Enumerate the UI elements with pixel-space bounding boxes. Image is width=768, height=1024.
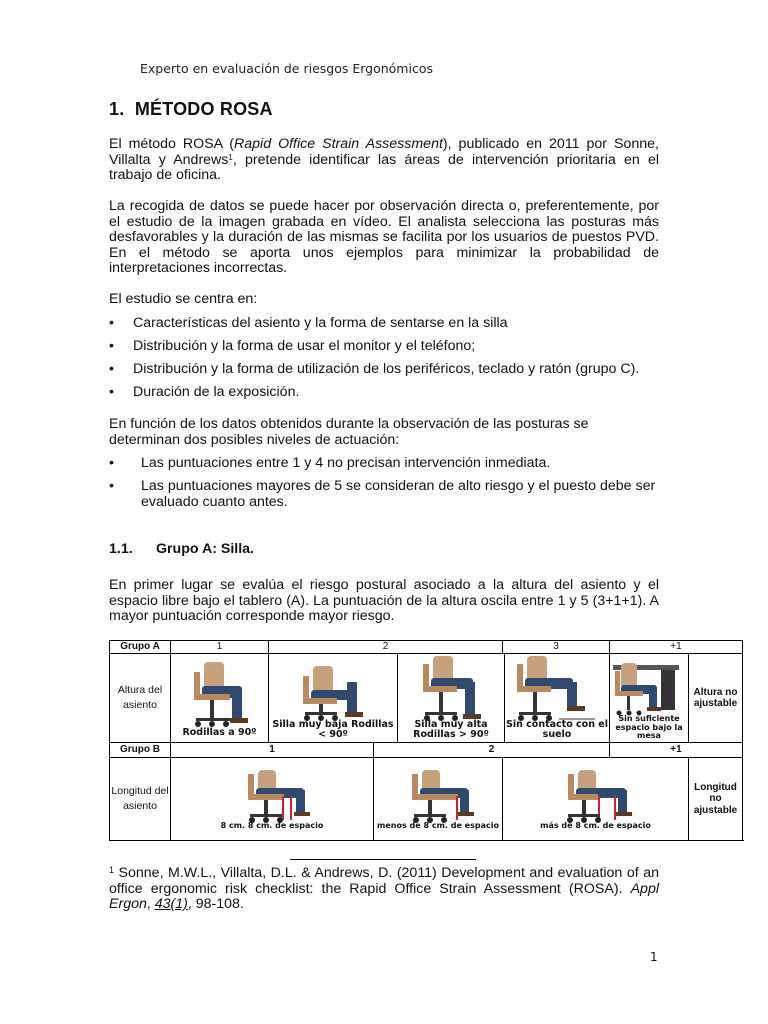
footnote-text: , bbox=[146, 896, 155, 913]
list-item: • Las puntuaciones mayores de 5 se consideran de alto riesgo y el puesto debe ser evaluado cuanto antes. bbox=[109, 479, 669, 510]
subsection-paragraph: En primer lugar se evalúa el riesgo postural asociado a la altura del asiento y el espacio libre bajo el tablero (A). La puntuación de la altura oscila entre 1 y 5 (3+1+1). A mayor puntuación corresponde mayor riesgo. bbox=[109, 577, 659, 625]
rosa-chair-table bbox=[109, 640, 743, 841]
posture-figure bbox=[374, 758, 503, 841]
score-cell: 1 bbox=[171, 641, 269, 654]
footnote-text: Sonne, M.W.L., Villalta, D.L. & Andrews, D. (2011) Development and evaluation of an office ergonomic risk checklist: the Rapid Office Strain Assessment (ROSA). bbox=[109, 865, 659, 897]
page-number: 1 bbox=[650, 950, 658, 964]
focus-list bbox=[109, 316, 669, 408]
footnote-text: , 98-108. bbox=[187, 896, 244, 913]
list-item: • Duración de la exposición. bbox=[109, 385, 669, 401]
seat-depth-8cm-image bbox=[222, 768, 322, 824]
seat-depth-more-8cm-image bbox=[546, 768, 646, 824]
posture-figure bbox=[505, 654, 610, 743]
list-item: • Las puntuaciones entre 1 y 4 no precisan intervención inmediata. bbox=[109, 456, 669, 472]
footnote-volume: 43(1) bbox=[154, 896, 188, 913]
figure-caption: Silla muy baja Rodillas < 90º bbox=[272, 719, 394, 740]
length-not-adjustable-cell: Longitud no ajustable bbox=[689, 758, 743, 841]
intro-text: ), publicado en 2011 por Sonne, Villalta y Andrews bbox=[109, 136, 659, 168]
footnote-journal: Appl Ergon bbox=[109, 880, 659, 913]
list-item: • Características del asiento y la forma de sentarse en la silla bbox=[109, 316, 669, 332]
intro-paragraph bbox=[109, 137, 659, 184]
subsection-heading bbox=[109, 541, 254, 557]
intro-text: El método ROSA ( bbox=[109, 136, 235, 152]
score-cell: 1 bbox=[171, 743, 374, 758]
focus-intro: El estudio se centra en: bbox=[109, 291, 258, 307]
footnote bbox=[109, 866, 659, 913]
figure-caption: Silla muy alta Rodillas > 90º bbox=[413, 719, 489, 740]
subsection-number: 1.1. bbox=[109, 541, 133, 557]
section-number: 1. bbox=[109, 99, 125, 119]
row-label-seat-depth: Longitud del asiento bbox=[110, 758, 171, 841]
height-not-adjustable-cell: Altura no ajustable bbox=[689, 654, 743, 743]
seated-person-feet-off-floor-image bbox=[511, 656, 603, 722]
figure-caption: Rodillas a 90º bbox=[182, 727, 257, 738]
score-cell: 3 bbox=[503, 641, 610, 654]
levels-list bbox=[109, 456, 669, 518]
seated-person-high-chair-image bbox=[405, 656, 497, 722]
posture-figure bbox=[398, 654, 505, 743]
section-heading bbox=[109, 99, 273, 120]
method-full-name: Rapid Office Strain Assessment bbox=[234, 136, 443, 152]
list-item: • Distribución y la forma de utilización de los periféricos, teclado y ratón (grupo C). bbox=[109, 362, 669, 378]
figure-caption: 8 cm. 8 cm. de espacio bbox=[220, 820, 324, 830]
posture-figure bbox=[503, 758, 689, 841]
subsection-title: Grupo A: Silla. bbox=[156, 541, 255, 557]
levels-intro: En función de los datos obtenidos durante la observación de las posturas se determinan dos posibles niveles de actuación: bbox=[109, 416, 589, 448]
posture-figure bbox=[171, 758, 374, 841]
footnote-marker: 1 bbox=[109, 865, 115, 875]
footnote-separator bbox=[290, 859, 476, 860]
score-cell: +1 bbox=[610, 743, 743, 758]
figure-caption: más de 8 cm. de espacio bbox=[540, 820, 651, 830]
group-b-label: Grupo B bbox=[110, 743, 171, 758]
seated-person-no-leg-space-image bbox=[613, 655, 685, 717]
score-cell: +1 bbox=[610, 641, 743, 654]
posture-figure bbox=[610, 654, 689, 743]
figure-caption: menos de 8 cm. de espacio bbox=[377, 820, 499, 830]
group-a-label: Grupo A bbox=[110, 641, 171, 654]
seated-person-low-chair-image bbox=[287, 656, 379, 722]
score-cell: 2 bbox=[269, 641, 503, 654]
seat-depth-less-8cm-image bbox=[388, 768, 488, 824]
footnote-ref[interactable]: 1 bbox=[228, 152, 233, 162]
seated-person-knees-90-image bbox=[174, 658, 266, 730]
running-header: Experto en evaluación de riesgos Ergonómicos bbox=[140, 61, 433, 76]
row-label-seat-height: Altura del asiento bbox=[110, 654, 171, 743]
figure-caption: Sin contacto con el suelo bbox=[506, 719, 608, 740]
intro-text: , pretende identificar las áreas de intervención prioritaria en el trabajo de oficina. bbox=[109, 151, 659, 184]
posture-figure bbox=[171, 654, 269, 743]
list-item: • Distribución y la forma de usar el monitor y el teléfono; bbox=[109, 339, 669, 355]
figure-caption: Sin suficiente espacio bajo la mesa bbox=[615, 714, 683, 741]
section-title: MÉTODO ROSA bbox=[134, 99, 273, 119]
score-cell: 2 bbox=[374, 743, 610, 758]
posture-figure bbox=[269, 654, 398, 743]
data-collection-paragraph: La recogida de datos se puede hacer por observación directa o, preferentemente, por el estudio de la imagen grabada en vídeo. El analista selecciona las posturas más desfavorables y la duración de las mismas se facilita por los usuarios de puestos PVD. En el método se aporta unos ejemplos para minimizar la probabilidad de interpretaciones incorrectas. bbox=[109, 198, 659, 277]
